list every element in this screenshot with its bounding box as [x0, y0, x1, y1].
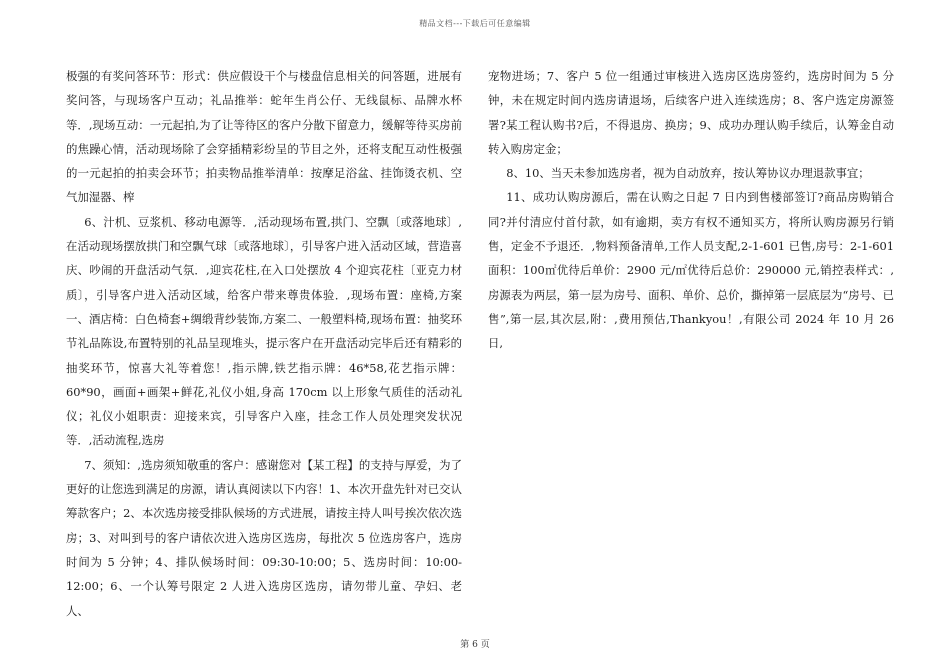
paragraph: 6、汁机、豆浆机、移动电源等．,活动现场布置,拱门、空飘〔或落地球〕,在活动现场摆放拱门和空飘气球〔或落地球〕，引导客户进入活动区域，营造喜庆、吵闹的开盘活动气氛．,迎宾花柱,在入口处摆放 4 个迎宾花柱〔亚克力材质〕，引导客户进入活动区域，给客户带来尊贵体验．,现场布置：座椅,方案一、酒店椅：白色椅套+绸缎背纱装饰,方案二、一般塑料椅,现场布置：抽奖环节礼品陈设,布置特别的礼品呈现堆头，提示客户在开盘活动完毕后还有精彩的抽奖环节，惊喜大礼等着您！,指示牌,铁艺指示牌：46*58,花艺指示牌：60*90，画面+画架+鲜花,礼仪小姐,身高 170cm 以上形象气质佳的活动礼仪；礼仪小姐职责：迎接来宾，引导客户入座，挂念工作人员处理突发状况等．,活动流程,选房	[66, 214, 462, 448]
right-column	[488, 64, 894, 356]
paragraph: 8、10、当天未参加选房者，视为自动放弃，按认筹协议办理退款事宜；	[506, 166, 870, 181]
paragraph: 7、须知：,选房须知敬重的客户：感谢您对【某工程】的支持与厚爱，为了更好的让您选到满足的房源，请认真阅读以下内容！1、本次开盘先针对已交认筹款客户；2、本次选房接受排队候场的方式进展，请按主持人叫号挨次依次选房；3、对叫到号的客户请依次进入选房区选房，每批次 5 位选房客户，选房时间为 5 分钟；4、排队候场时间：09:30-10:00；5、选房时间：10:00-12:00；6、一个认筹号限定 2 人进入选房区选房，请勿带儿童、孕妇、老人、	[66, 457, 462, 618]
paragraph: 极强的有奖问答环节：形式：供应假设干个与楼盘信息相关的问答题，进展有奖问答，与现场客户互动；礼品推举：蛇年生肖公仔、无线鼠标、品牌水杯等．,现场互动：一元起拍,为了让等待区的客户分散下留意力，缓解等待买房前的焦躁心情，活动现场除了会穿插精彩纷呈的节目之外，还将支配互动性极强的一元起拍的拍卖会环节；拍卖物品推举清单：按摩足浴盆、挂饰烫衣机、空气加湿器、榨	[66, 69, 462, 205]
page-header: 精品文档---下载后可任意编辑	[419, 19, 531, 28]
page-number: 第 6 页	[460, 640, 490, 650]
left-column	[66, 64, 462, 623]
paragraph: 宠物进场；7、客户 5 位一组通过审核进入选房区选房签约，选房时间为 5 分钟，未在规定时间内选房请退场，后续客户进入连续选房；8、客户选定房源签署?某工程认购书?后，不得退房、换房；9、成功办理认购手续后，认筹金自动转入购房定金；	[488, 69, 894, 156]
paragraph: 11、成功认购房源后，需在认购之日起 7 日内到售楼部签订?商品房购销合同?并付清应付首付款，如有逾期，卖方有权不通知买方，将所认购房源另行销售，定金不予退还．,物料预备清单,工作人员支配,2-1-601 已售,房号：2-1-601 面积：100㎡优待后单价：2900 元/㎡优待后总价：290000 元,销控表样式：,房源表为两层，第一层为房号、面积、单价、总价，撕掉第一层底层为“房号、已售”,第一层,其次层,附：,费用预估,Thankyou！,有限公司 2024 年 10 月 26 日,	[488, 190, 894, 351]
